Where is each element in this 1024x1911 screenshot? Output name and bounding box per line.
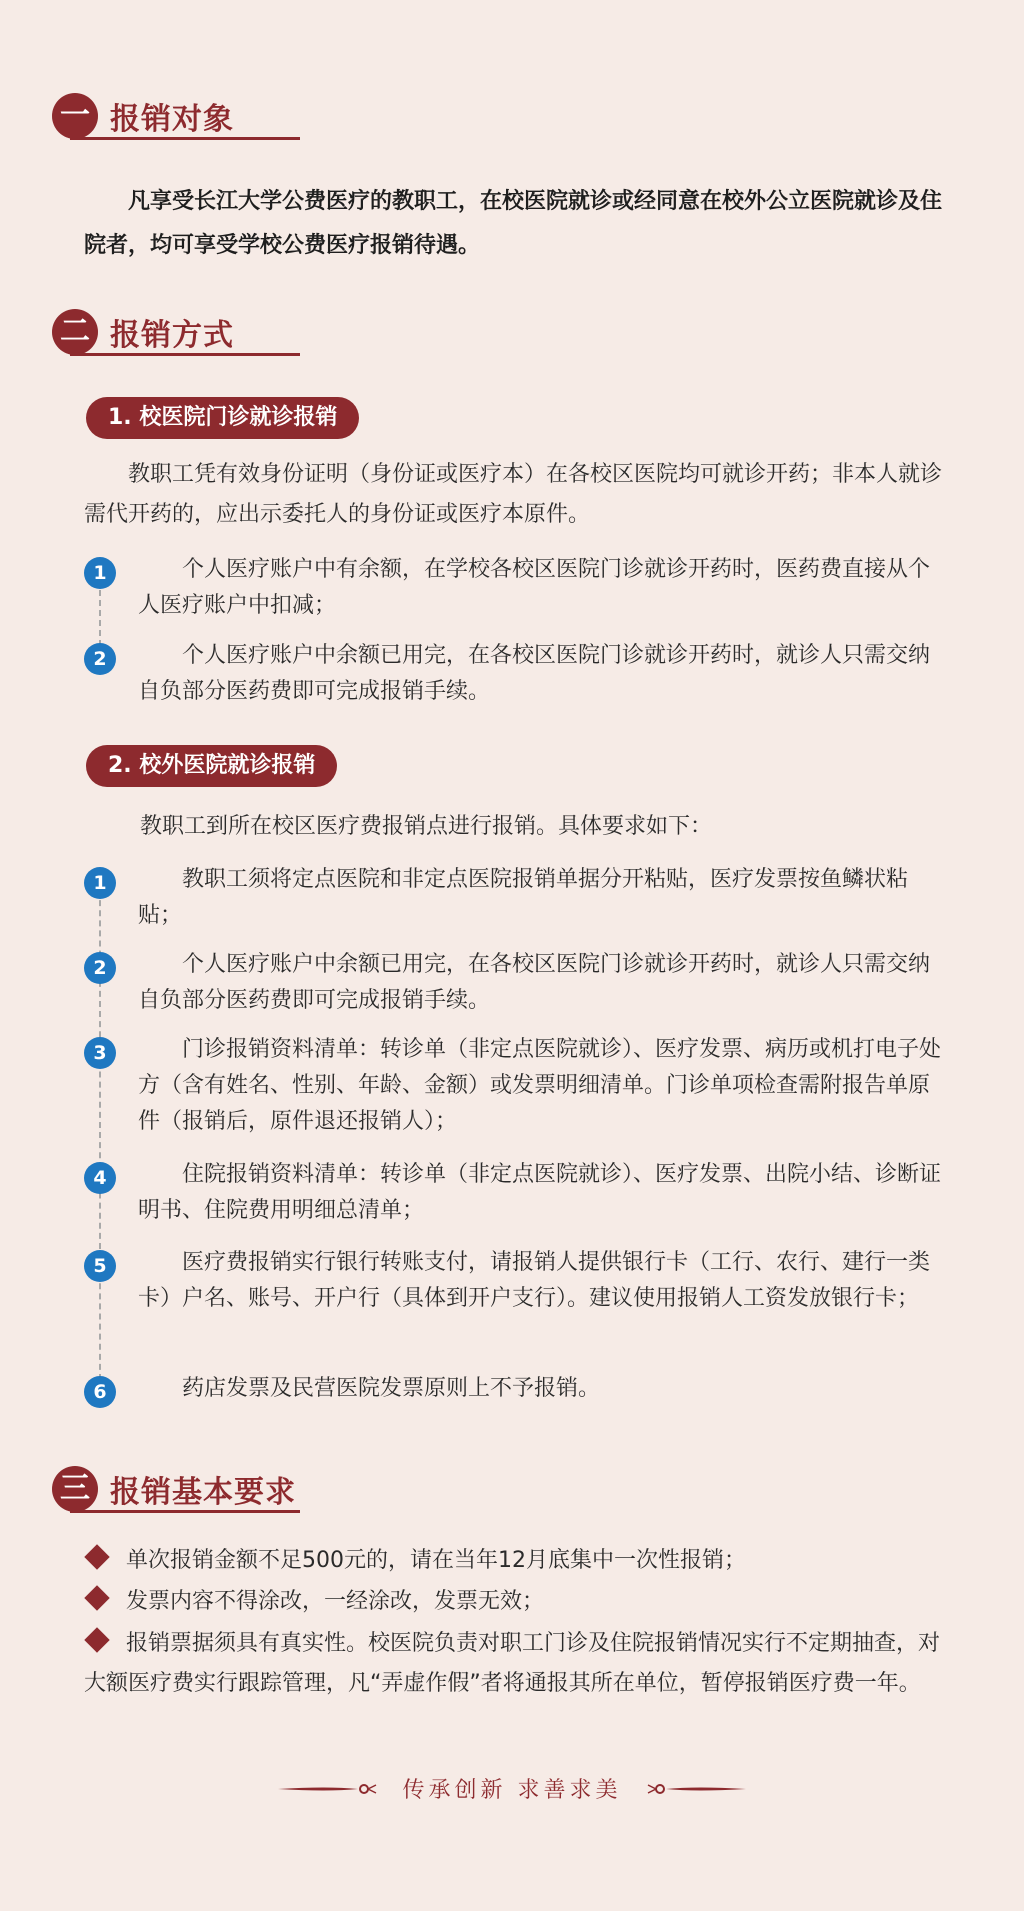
requirement-text: 发票内容不得涂改，一经涂改，发票无效； — [126, 1589, 545, 1614]
list-item — [84, 862, 944, 947]
list-item — [84, 638, 944, 724]
list-item — [84, 1245, 944, 1371]
section-3-heading — [52, 1463, 296, 1515]
number-badge: 2 — [84, 643, 116, 675]
requirement-item — [84, 1541, 944, 1581]
number-badge: 5 — [84, 1250, 116, 1282]
subsection-2-intro: 教职工到所在校区医疗费报销点进行报销。具体要求如下： — [140, 814, 713, 839]
subsection-1-intro: 教职工凭有效身份证明（身份证或医疗本）在各校区医院均可就诊开药；非本人就诊需代开药的，应出示委托人的身份证或医疗本原件。 — [84, 462, 943, 527]
number-badge: 1 — [84, 867, 116, 899]
section-1-underline — [70, 137, 300, 140]
diamond-bullet-icon — [84, 1544, 109, 1569]
list-item-text: 住院报销资料清单：转诊单（非定点医院就诊）、医疗发票、出院小结、诊断证明书、住院费用明细总清单； — [138, 1162, 942, 1223]
footer — [0, 1773, 1024, 1803]
section-2-heading — [52, 306, 252, 358]
section-1-number: 一 — [52, 93, 98, 139]
number-badge: 1 — [84, 557, 116, 589]
right-ornament-icon — [646, 1779, 746, 1799]
list-item — [84, 1032, 944, 1157]
list-item-text: 教职工须将定点医院和非定点医院报销单据分开粘贴，医疗发票按鱼鳞状粘贴； — [138, 867, 909, 928]
section-1-text: 凡享受长江大学公费医疗的教职工，在校医院就诊或经同意在校外公立医院就诊及住院者，均可享受学校公费医疗报销待遇。 — [84, 189, 943, 258]
section-2-underline — [70, 353, 300, 356]
footer-motto: 传承创新 求善求美 — [402, 1778, 622, 1803]
number-badge: 3 — [84, 1037, 116, 1069]
number-badge: 6 — [84, 1376, 116, 1408]
section-1-title: 报销对象 — [110, 102, 234, 137]
number-badge: 4 — [84, 1162, 116, 1194]
subsection-2-list — [84, 862, 944, 1411]
requirement-item — [84, 1582, 944, 1622]
section-2-title: 报销方式 — [110, 318, 234, 353]
requirement-text: 单次报销金额不足500元的，请在当年12月底集中一次性报销； — [126, 1548, 746, 1573]
list-item — [84, 552, 944, 638]
subsection-2-title: 2. 校外医院就诊报销 — [86, 745, 337, 787]
list-item — [84, 1157, 944, 1245]
diamond-bullet-icon — [84, 1585, 109, 1610]
subsection-1-title: 1. 校医院门诊就诊报销 — [86, 397, 359, 439]
requirement-text: 报销票据须具有真实性。校医院负责对职工门诊及住院报销情况实行不定期抽查，对大额医疗费实行跟踪管理，凡“弄虚作假”者将通报其所在单位，暂停报销医疗费一年。 — [84, 1631, 941, 1696]
section-3-title: 报销基本要求 — [110, 1475, 296, 1510]
list-item-text: 医疗费报销实行银行转账支付，请报销人提供银行卡（工行、农行、建行一类卡）户名、账号、开户行（具体到开户支行）。建议使用报销人工资发放银行卡； — [138, 1250, 931, 1311]
section-1-heading — [52, 90, 252, 142]
diamond-bullet-icon — [84, 1627, 109, 1652]
list-item-text: 药店发票及民营医院发票原则上不予报销。 — [182, 1376, 601, 1401]
list-item-text: 个人医疗账户中有余额，在学校各校区医院门诊就诊开药时，医药费直接从个人医疗账户中扣减； — [138, 557, 931, 618]
number-badge: 2 — [84, 952, 116, 984]
list-item — [84, 947, 944, 1032]
section-2-number: 二 — [52, 309, 98, 355]
list-item-text: 个人医疗账户中余额已用完，在各校区医院门诊就诊开药时，就诊人只需交纳自负部分医药费即可完成报销手续。 — [138, 643, 931, 704]
list-item — [84, 1371, 944, 1411]
section-3-underline — [70, 1510, 300, 1513]
requirement-item — [84, 1624, 944, 1704]
section-3-number: 三 — [52, 1466, 98, 1512]
list-item-text: 个人医疗账户中余额已用完，在各校区医院门诊就诊开药时，就诊人只需交纳自负部分医药费即可完成报销手续。 — [138, 952, 931, 1013]
subsection-1-list — [84, 552, 944, 724]
list-item-text: 门诊报销资料清单：转诊单（非定点医院就诊）、医疗发票、病历或机打电子处方（含有姓名、性别、年龄、金额）或发票明细清单。门诊单项检查需附报告单原件（报销后，原件退还报销人）； — [138, 1037, 942, 1134]
